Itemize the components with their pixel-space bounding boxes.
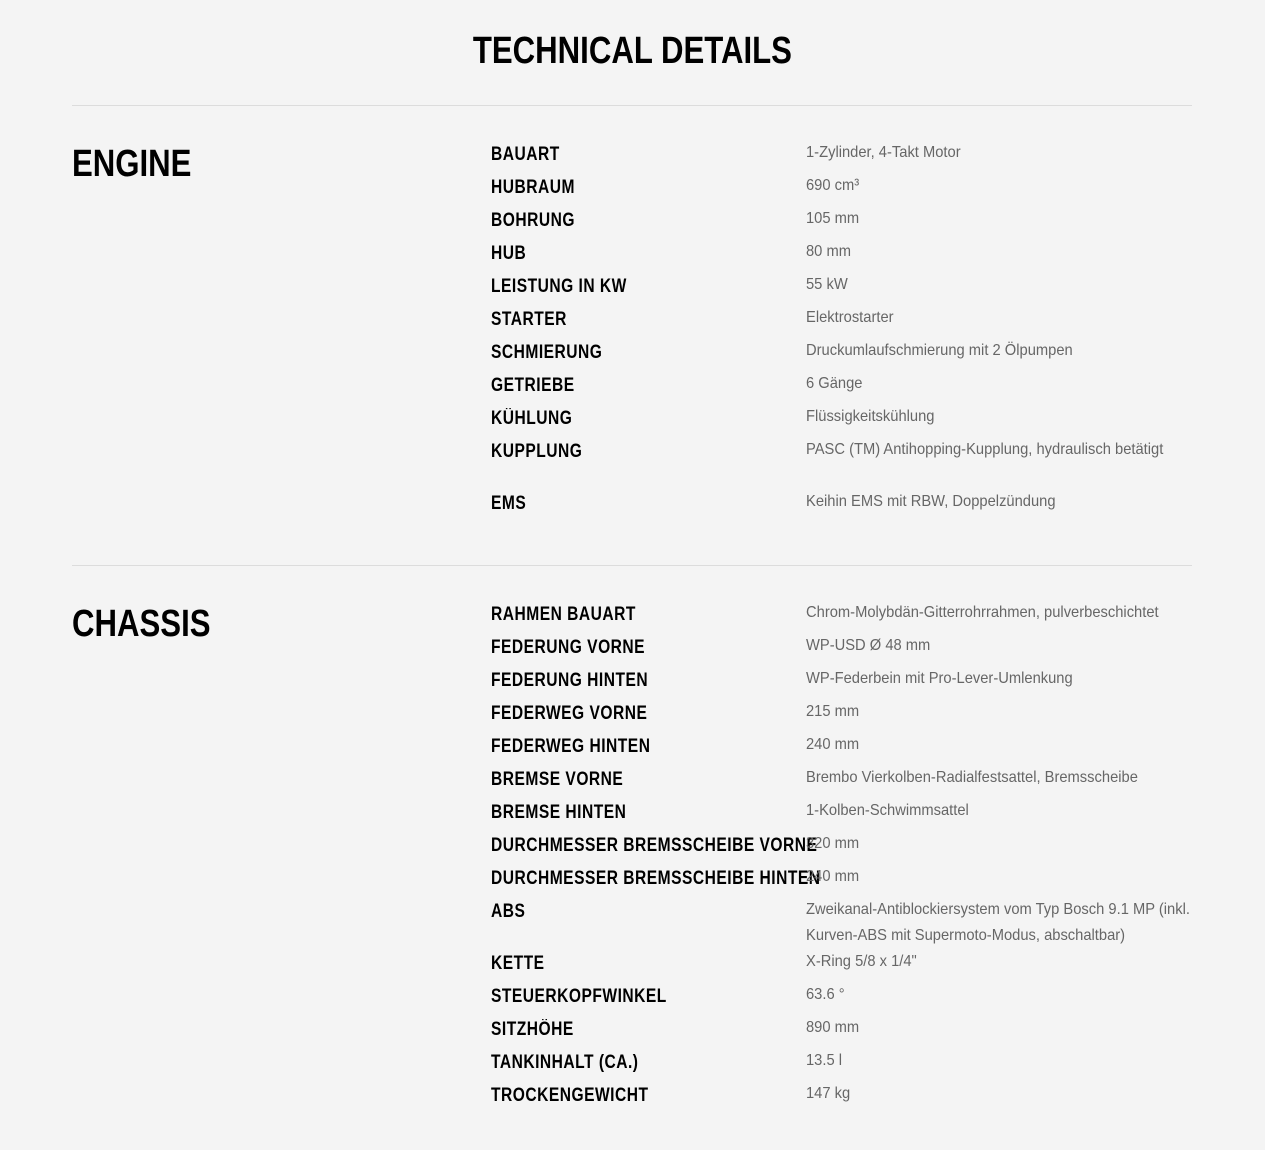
spec-value: 6 Gänge (806, 375, 863, 392)
spec-label: STARTER (491, 309, 567, 330)
spec-label: SITZHÖHE (491, 1019, 574, 1040)
spec-label: FEDERUNG VORNE (491, 637, 646, 658)
spec-label: TROCKENGEWICHT (491, 1085, 649, 1106)
spec-label: BREMSE HINTEN (491, 802, 627, 823)
spec-value: X-Ring 5/8 x 1/4" (806, 953, 917, 970)
spec-label: TANKINHALT (CA.) (491, 1052, 639, 1073)
spec-row (491, 798, 1201, 831)
spec-value: Elektrostarter (806, 309, 894, 326)
spec-label: KÜHLUNG (491, 408, 573, 429)
spec-label: BAUART (491, 144, 560, 165)
spec-value: 105 mm (806, 210, 860, 227)
divider (72, 565, 1192, 566)
chassis-spec-list (491, 600, 1201, 1114)
spec-label: RAHMEN BAUART (491, 604, 636, 625)
spec-label: BOHRUNG (491, 210, 575, 231)
spec-row (491, 633, 1201, 666)
spec-label: SCHMIERUNG (491, 342, 603, 363)
page-title: TECHNICAL DETAILS (472, 30, 792, 72)
spec-row (491, 1081, 1201, 1114)
spec-row (491, 140, 1201, 173)
spec-row (491, 1015, 1201, 1048)
spec-row (491, 666, 1201, 699)
spec-row (491, 831, 1201, 864)
spec-row (491, 239, 1201, 272)
section-title-engine: ENGINE (72, 143, 192, 185)
spec-label: FEDERWEG VORNE (491, 703, 648, 724)
spec-value: Druckumlaufschmierung mit 2 Ölpumpen (806, 342, 1073, 359)
spec-value: Zweikanal-Antiblockiersystem vom Typ Bosch 9.1 MP (inkl. Kurven-ABS mit Supermoto-Modus, abschaltbar) (806, 901, 1190, 944)
spec-row (491, 982, 1201, 1015)
spec-row (491, 338, 1201, 371)
spec-row (491, 489, 1201, 522)
spec-value: 240 mm (806, 868, 860, 885)
spec-value: 1-Kolben-Schwimmsattel (806, 802, 969, 819)
spec-row (491, 897, 1201, 949)
spec-value: 690 cm³ (806, 177, 860, 194)
spec-row (491, 600, 1201, 633)
divider (72, 105, 1192, 106)
spec-label: KUPPLUNG (491, 441, 583, 462)
spec-value: WP-Federbein mit Pro-Lever-Umlenkung (806, 670, 1073, 687)
spec-value: Chrom-Molybdän-Gitterrohrrahmen, pulverbeschichtet (806, 604, 1159, 621)
spec-value: 80 mm (806, 243, 851, 260)
spec-row (491, 765, 1201, 798)
spec-value: WP-USD Ø 48 mm (806, 637, 931, 654)
spec-value: 147 kg (806, 1085, 851, 1102)
spec-label: FEDERUNG HINTEN (491, 670, 649, 691)
spec-value: 215 mm (806, 703, 860, 720)
spec-label: FEDERWEG HINTEN (491, 736, 651, 757)
spec-value: Brembo Vierkolben-Radialfestsattel, Bremsscheibe (806, 769, 1138, 786)
spec-row (491, 272, 1201, 305)
spec-row (491, 732, 1201, 765)
spec-value: Flüssigkeitskühlung (806, 408, 935, 425)
spec-label: GETRIEBE (491, 375, 575, 396)
spec-label: HUBRAUM (491, 177, 575, 198)
spec-value: PASC (TM) Antihopping-Kupplung, hydraulisch betätigt (806, 441, 1164, 458)
spec-value: 320 mm (806, 835, 860, 852)
spec-value: 890 mm (806, 1019, 860, 1036)
spec-row (491, 404, 1201, 437)
spec-row (491, 864, 1201, 897)
spec-label: EMS (491, 493, 527, 514)
spec-row (491, 949, 1201, 982)
spec-row (491, 699, 1201, 732)
spec-label: DURCHMESSER BREMSSCHEIBE HINTEN (491, 868, 821, 889)
spec-row (491, 371, 1201, 404)
spec-label: KETTE (491, 953, 545, 974)
spec-value: 13.5 l (806, 1052, 843, 1069)
spec-label: HUB (491, 243, 527, 264)
spec-label: LEISTUNG IN KW (491, 276, 627, 297)
spec-row (491, 305, 1201, 338)
spec-row (491, 437, 1201, 489)
spec-row (491, 173, 1201, 206)
spec-value: 1-Zylinder, 4-Takt Motor (806, 144, 961, 161)
section-title-chassis: CHASSIS (72, 603, 211, 645)
spec-label: STEUERKOPFWINKEL (491, 986, 667, 1007)
spec-value: 240 mm (806, 736, 860, 753)
spec-row (491, 1048, 1201, 1081)
spec-label: ABS (491, 901, 526, 922)
spec-label: DURCHMESSER BREMSSCHEIBE VORNE (491, 835, 818, 856)
spec-value: Keihin EMS mit RBW, Doppelzündung (806, 493, 1056, 510)
spec-row (491, 206, 1201, 239)
spec-value: 63.6 ° (806, 986, 845, 1003)
spec-value: 55 kW (806, 276, 848, 293)
engine-spec-list (491, 140, 1201, 522)
spec-label: BREMSE VORNE (491, 769, 624, 790)
